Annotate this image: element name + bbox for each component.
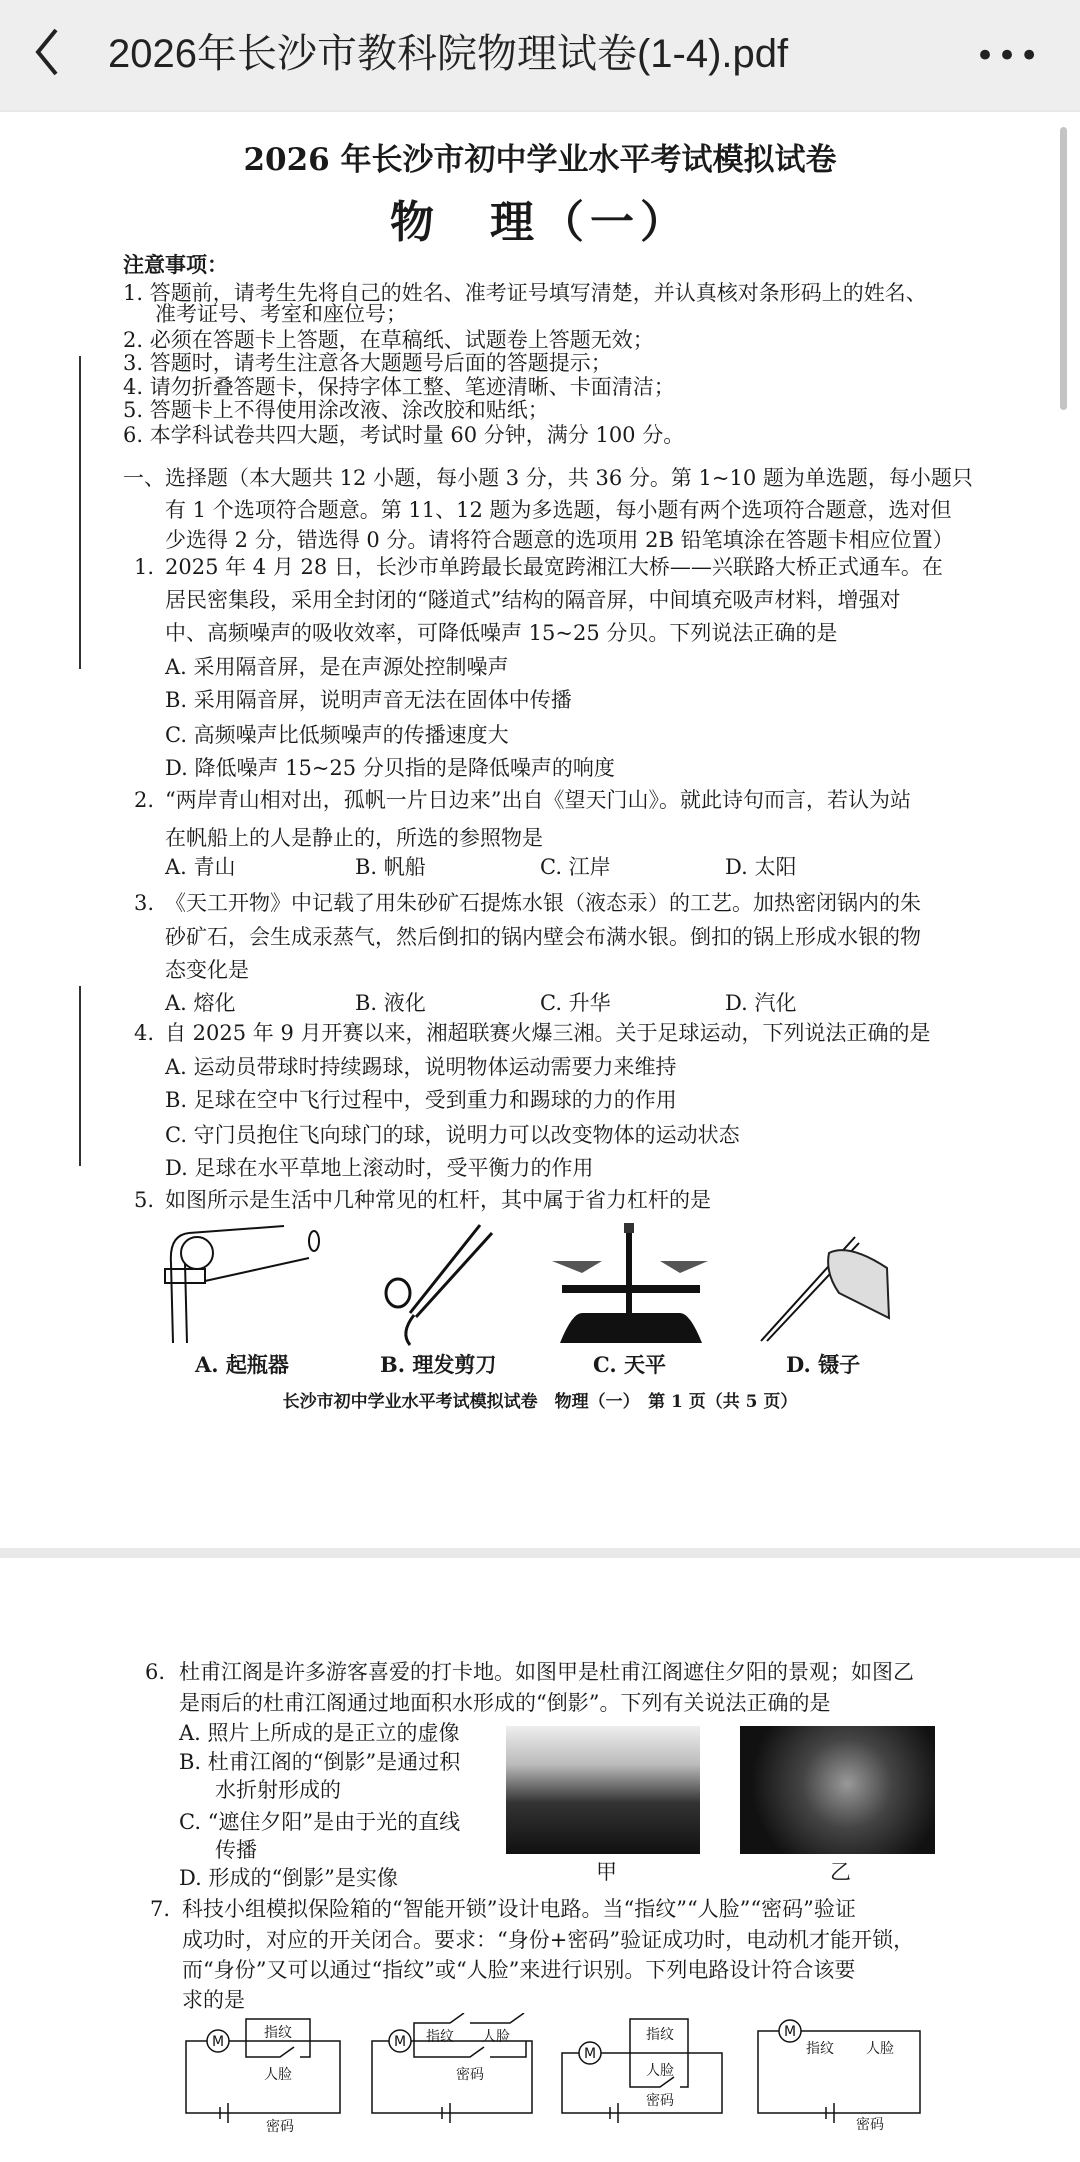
option: D. 降低噪声 15~25 分贝指的是降低噪声的响度 bbox=[165, 756, 615, 780]
figure-label: A. 起瓶器 bbox=[195, 1352, 289, 1377]
question-number: 1. bbox=[134, 555, 155, 579]
option: A. 熔化 bbox=[165, 991, 236, 1015]
option: C. 守门员抱住飞向球门的球，说明力可以改变物体的运动状态 bbox=[165, 1123, 740, 1147]
more-horizontal-icon[interactable]: ••• bbox=[975, 36, 1042, 76]
motor-label: M bbox=[393, 2034, 407, 2050]
exam-subject: 物 理（一） bbox=[390, 197, 690, 248]
balance-scale-figure bbox=[552, 1223, 710, 1347]
margin-line bbox=[79, 356, 81, 669]
question-text: 如图所示是生活中几种常见的杠杆，其中属于省力杠杆的是 bbox=[165, 1188, 711, 1212]
option: C. 江岸 bbox=[540, 855, 611, 879]
question-number: 3. bbox=[134, 891, 155, 915]
figure-label: C. 天平 bbox=[593, 1352, 666, 1377]
question-text: 是雨后的杜甫江阁通过地面积水形成的“倒影”。下列有关说法正确的是 bbox=[179, 1691, 831, 1715]
option: C. 升华 bbox=[540, 991, 611, 1015]
option: B. 采用隔音屏，说明声音无法在固体中传播 bbox=[165, 688, 572, 712]
notice-item: 6. 本学科试卷共四大题，考试时量 60 分钟，满分 100 分。 bbox=[123, 423, 685, 447]
photo-label: 甲 bbox=[596, 1860, 617, 1884]
circuit-diagrams bbox=[180, 2013, 940, 2133]
question-text: 砂矿石，会生成汞蒸气，然后倒扣的锅内壁会布满水银。倒扣的锅上形成水银的物 bbox=[165, 925, 921, 949]
option: B. 足球在空中飞行过程中，受到重力和踢球的力的作用 bbox=[165, 1088, 677, 1112]
question-text: 居民密集段，采用全封闭的“隧道式”结构的隔音屏，中间填充吸声材料，增强对 bbox=[165, 588, 901, 612]
photo-label: 乙 bbox=[830, 1860, 851, 1884]
option: D. 汽化 bbox=[725, 991, 797, 1015]
section-number: 一、 bbox=[123, 466, 165, 490]
switch-label: 指纹 bbox=[426, 2029, 454, 2045]
question-text: 科技小组模拟保险箱的“智能开锁”设计电路。当“指纹”“人脸”“密码”验证 bbox=[182, 1897, 856, 1921]
switch-label: 密码 bbox=[856, 2117, 884, 2133]
option: D. 太阳 bbox=[725, 855, 797, 879]
motor-label: M bbox=[783, 2024, 797, 2040]
switch-label: 密码 bbox=[456, 2067, 484, 2083]
question-number: 4. bbox=[134, 1021, 155, 1045]
notice-item: 1. 答题前，请考生先将自己的姓名、准考证号填写清楚，并认真核对条形码上的姓名、 bbox=[123, 281, 927, 305]
question-text: 而“身份”又可以通过“指纹”或“人脸”来进行识别。下列电路设计符合该要 bbox=[182, 1958, 856, 1982]
switch-label: 人脸 bbox=[264, 2067, 292, 2083]
switch-label: 密码 bbox=[266, 2119, 294, 2133]
option: B. 帆船 bbox=[355, 855, 426, 879]
notice-heading: 注意事项： bbox=[123, 252, 228, 277]
page-footer: 长沙市初中学业水平考试模拟试卷 物理（一） 第 1 页（共 5 页） bbox=[282, 1392, 798, 1412]
question-text: 态变化是 bbox=[165, 958, 249, 982]
question-text: 2025 年 4 月 28 日，长沙市单跨最长最宽跨湘江大桥——兴联路大桥正式通车。在 bbox=[165, 555, 943, 579]
pdf-page-2 bbox=[0, 1558, 1080, 2162]
chevron-left-icon[interactable] bbox=[28, 22, 68, 82]
figure-label: D. 镊子 bbox=[786, 1352, 861, 1377]
switch-label: 指纹 bbox=[264, 2025, 292, 2041]
notice-item: 3. 答题时，请考生注意各大题题号后面的答题提示； bbox=[123, 351, 612, 375]
photo-jia bbox=[506, 1726, 700, 1854]
option: C. 高频噪声比低频噪声的传播速度大 bbox=[165, 723, 509, 747]
figure-label: B. 理发剪刀 bbox=[380, 1352, 497, 1377]
section-text: 选择题（本大题共 12 小题，每小题 3 分，共 36 分。第 1~10 题为单选题，每小题只 bbox=[165, 466, 973, 490]
switch-label: 人脸 bbox=[646, 2063, 674, 2079]
pdf-page-1 bbox=[0, 112, 1080, 1548]
app-header bbox=[0, 0, 1080, 110]
question-text: 求的是 bbox=[182, 1988, 245, 2012]
question-text: “两岸青山相对出，孤帆一片日边来”出自《望天门山》。就此诗句而言，若认为站 bbox=[165, 788, 911, 812]
option: B. 液化 bbox=[355, 991, 426, 1015]
question-number: 6. bbox=[145, 1660, 166, 1684]
question-text: 《天工开物》中记载了用朱砂矿石提炼水银（液态汞）的工艺。加热密闭锅内的朱 bbox=[165, 891, 921, 915]
option: 水折射形成的 bbox=[215, 1778, 341, 1802]
option: A. 青山 bbox=[165, 855, 236, 879]
question-text: 成功时，对应的开关闭合。要求：“身份+密码”验证成功时，电动机才能开锁， bbox=[182, 1928, 915, 1952]
switch-label: 指纹 bbox=[806, 2041, 834, 2057]
notice-item: 5. 答题卡上不得使用涂改液、涂改胶和贴纸； bbox=[123, 398, 549, 422]
document-title: 2026年长沙市教科院物理试卷(1-4).pdf bbox=[108, 32, 789, 76]
motor-label: M bbox=[583, 2046, 597, 2062]
question-number: 5. bbox=[134, 1188, 155, 1212]
section-text: 有 1 个选项符合题意。第 11、12 题为多选题，每小题有两个选项符合题意，选对但 bbox=[165, 498, 952, 522]
bottle-opener-figure bbox=[159, 1223, 331, 1347]
switch-label: 人脸 bbox=[482, 2029, 510, 2045]
question-number: 2. bbox=[134, 788, 155, 812]
option: A. 运动员带球时持续踢球，说明物体运动需要力来维持 bbox=[165, 1055, 677, 1079]
photo-yi bbox=[740, 1726, 935, 1854]
scrollbar[interactable] bbox=[1060, 127, 1067, 410]
question-text: 杜甫江阁是许多游客喜爱的打卡地。如图甲是杜甫江阁遮住夕阳的景观；如图乙 bbox=[179, 1660, 914, 1684]
option: C. “遮住夕阳”是由于光的直线 bbox=[179, 1810, 461, 1834]
switch-label: 指纹 bbox=[646, 2027, 674, 2043]
notice-item: 准考证号、考室和座位号； bbox=[155, 302, 407, 326]
switch-label: 人脸 bbox=[866, 2041, 894, 2057]
option: A. 采用隔音屏，是在声源处控制噪声 bbox=[165, 655, 509, 679]
question-text: 在帆船上的人是静止的，所选的参照物是 bbox=[165, 826, 543, 850]
option: D. 足球在水平草地上滚动时，受平衡力的作用 bbox=[165, 1156, 594, 1180]
option: D. 形成的“倒影”是实像 bbox=[179, 1866, 398, 1890]
switch-label: 密码 bbox=[646, 2093, 674, 2109]
section-text: 少选得 2 分，错选得 0 分。请将符合题意的选项用 2B 铅笔填涂在答题卡相应位置） bbox=[165, 528, 954, 552]
question-number: 7. bbox=[150, 1897, 171, 1921]
margin-line bbox=[79, 986, 81, 1166]
notice-item: 2. 必须在答题卡上答题，在草稿纸、试题卷上答题无效； bbox=[123, 328, 654, 352]
tweezers-figure bbox=[759, 1223, 890, 1347]
option: B. 杜甫江阁的“倒影”是通过积 bbox=[179, 1750, 461, 1774]
question-text: 中、高频噪声的吸收效率，可降低噪声 15~25 分贝。下列说法正确的是 bbox=[165, 621, 838, 645]
option: 传播 bbox=[215, 1838, 257, 1862]
notice-item: 4. 请勿折叠答题卡，保持字体工整、笔迹清晰、卡面清洁； bbox=[123, 375, 675, 399]
question-text: 自 2025 年 9 月开赛以来，湘超联赛火爆三湘。关于足球运动，下列说法正确的是 bbox=[165, 1021, 931, 1045]
motor-label: M bbox=[211, 2034, 225, 2050]
option: A. 照片上所成的是正立的虚像 bbox=[179, 1721, 460, 1745]
scissors-figure bbox=[380, 1223, 497, 1347]
exam-title: 2026 年长沙市初中学业水平考试模拟试卷 bbox=[243, 142, 837, 178]
